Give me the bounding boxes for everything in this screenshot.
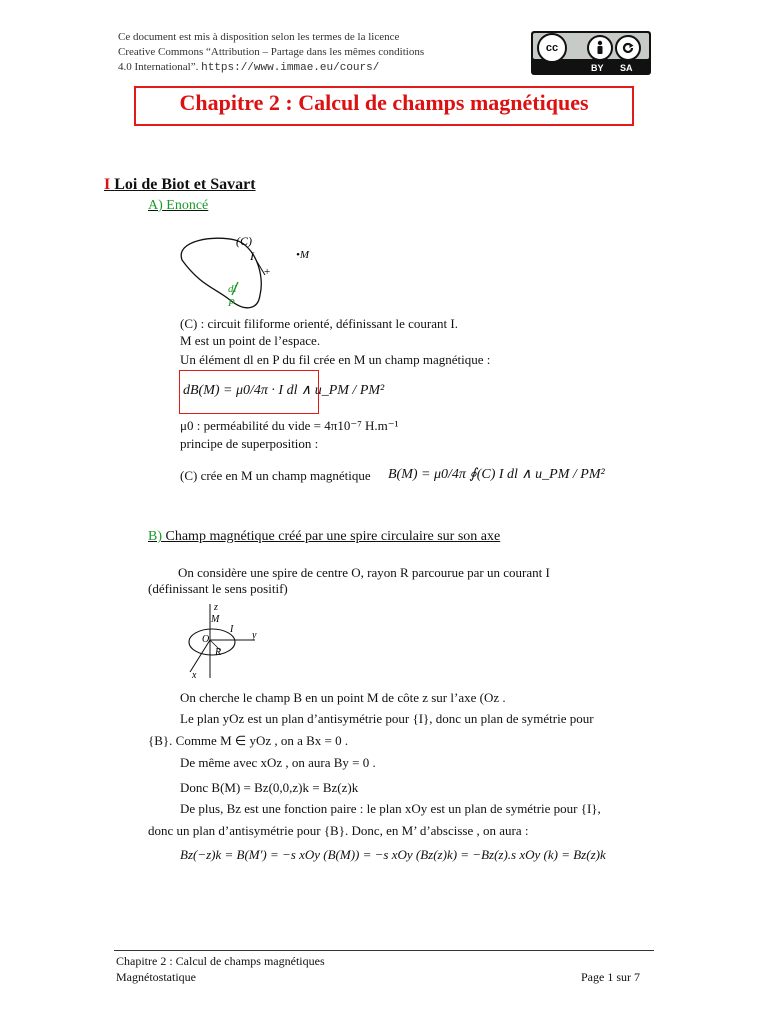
circuit-label-c: (C)	[236, 234, 252, 248]
sa-label: SA	[620, 63, 633, 73]
footer-course: Magnétostatique	[116, 970, 196, 984]
license-line-3-prefix: 4.0 International”.	[118, 61, 202, 73]
by-person-icon	[587, 35, 613, 61]
subsection-a-title: Enoncé	[166, 198, 209, 213]
z-label: z	[214, 602, 218, 613]
antisymmetry-line: donc un plan d’antisymétrie pour {B}. Donc, en M’ d’abscisse , on aura :	[148, 823, 529, 838]
by-label: BY	[591, 63, 604, 73]
license-line-3	[118, 60, 498, 76]
section-title: Loi de Biot et Savart	[114, 176, 256, 193]
point-p-label: P	[228, 297, 235, 309]
license-line-1: Ce document est mis à disposition selon les termes de la licence	[118, 31, 400, 43]
circuit-field-formula: B(M) = μ0/4π ∮(C) I dl ∧ u_PM / PM²	[388, 467, 605, 482]
bz-only-line: Donc B(M) = Bz(0,0,z)k = Bz(z)k	[180, 780, 359, 795]
field-search-line: On cherche le champ B en un point M de côte z sur l’axe (Oz .	[180, 690, 506, 705]
subsection-a-heading	[148, 198, 208, 214]
section-number: I	[104, 176, 111, 193]
sa-share-alike-icon	[615, 35, 641, 61]
m-label: M	[211, 614, 220, 625]
origin-label: O	[202, 634, 210, 645]
license-url-link[interactable]: https://www.immae.eu/cours/	[201, 62, 380, 74]
spire-intro-line-2: (définissant le sens positif)	[148, 581, 288, 596]
chapter-title: Chapitre 2 : Calcul de champs magnétiques	[179, 90, 589, 115]
license-notice	[118, 30, 498, 76]
by-zero-line: De même avec xOz , on aura By = 0 .	[180, 755, 376, 770]
subsection-b-letter: B)	[148, 529, 162, 544]
x-label: x	[192, 670, 197, 681]
spire-intro-line-1: On considère une spire de centre O, rayon R parcourue par un courant I	[178, 565, 550, 580]
bx-zero-line: {B}. Comme M ∈ yOz , on a Bx = 0 .	[148, 733, 349, 748]
cc-logo-icon: cc	[537, 33, 567, 63]
point-m-definition: M est un point de l’espace.	[180, 333, 321, 348]
subsection-a-letter: A)	[148, 198, 163, 213]
footer-divider	[114, 950, 654, 951]
superposition-principle: principe de superposition :	[180, 436, 319, 451]
dl-label: dl	[228, 283, 237, 295]
point-m-label: •M	[296, 249, 310, 261]
spire-diagram	[180, 598, 280, 684]
subsection-b-heading	[148, 529, 500, 545]
vacuum-permeability: μ0 : perméabilité du vide = 4π10⁻⁷ H.m⁻¹	[180, 418, 399, 433]
footer-chapter: Chapitre 2 : Calcul de champs magnétiques	[116, 954, 325, 968]
subsection-b-title: Champ magnétique créé par une spire circulaire sur son axe	[165, 529, 501, 544]
radius-label: R	[215, 647, 222, 658]
current-i-label: I	[230, 624, 234, 635]
license-line-2: Creative Commons “Attribution – Partage dans les mêmes conditions	[118, 46, 425, 58]
biot-savart-formula: dB(M) = μ0/4π · I dl ∧ u_PM / PM²	[183, 383, 385, 398]
section-heading-1	[104, 176, 256, 194]
footer-page-number: Page 1 sur 7	[581, 970, 640, 984]
y-label: y	[252, 630, 257, 641]
current-label-i: I	[250, 249, 254, 263]
even-function-line: De plus, Bz est une fonction paire : le plan xOy est un plan de symétrie pour {I},	[180, 801, 601, 816]
yoz-plane-line: Le plan yOz est un plan d’antisymétrie pour {I}, donc un plan de symétrie pour	[180, 711, 594, 726]
orientation-plus-label: +	[264, 266, 271, 278]
element-field-sentence: Un élément dl en P du fil crée en M un champ magnétique :	[180, 352, 491, 367]
circuit-definition: (C) : circuit filiforme orienté, définissant le courant I.	[180, 316, 458, 331]
cc-by-sa-badge[interactable]	[531, 31, 651, 75]
circuit-diagram	[170, 230, 330, 320]
circuit-field-sentence: (C) crée en M un champ magnétique	[180, 468, 371, 483]
symmetry-formula: Bz(−z)k = B(M') = −s xOy (B(M)) = −s xOy (Bz(z)k) = −Bz(z).s xOy (k) = Bz(z)k	[180, 847, 606, 862]
